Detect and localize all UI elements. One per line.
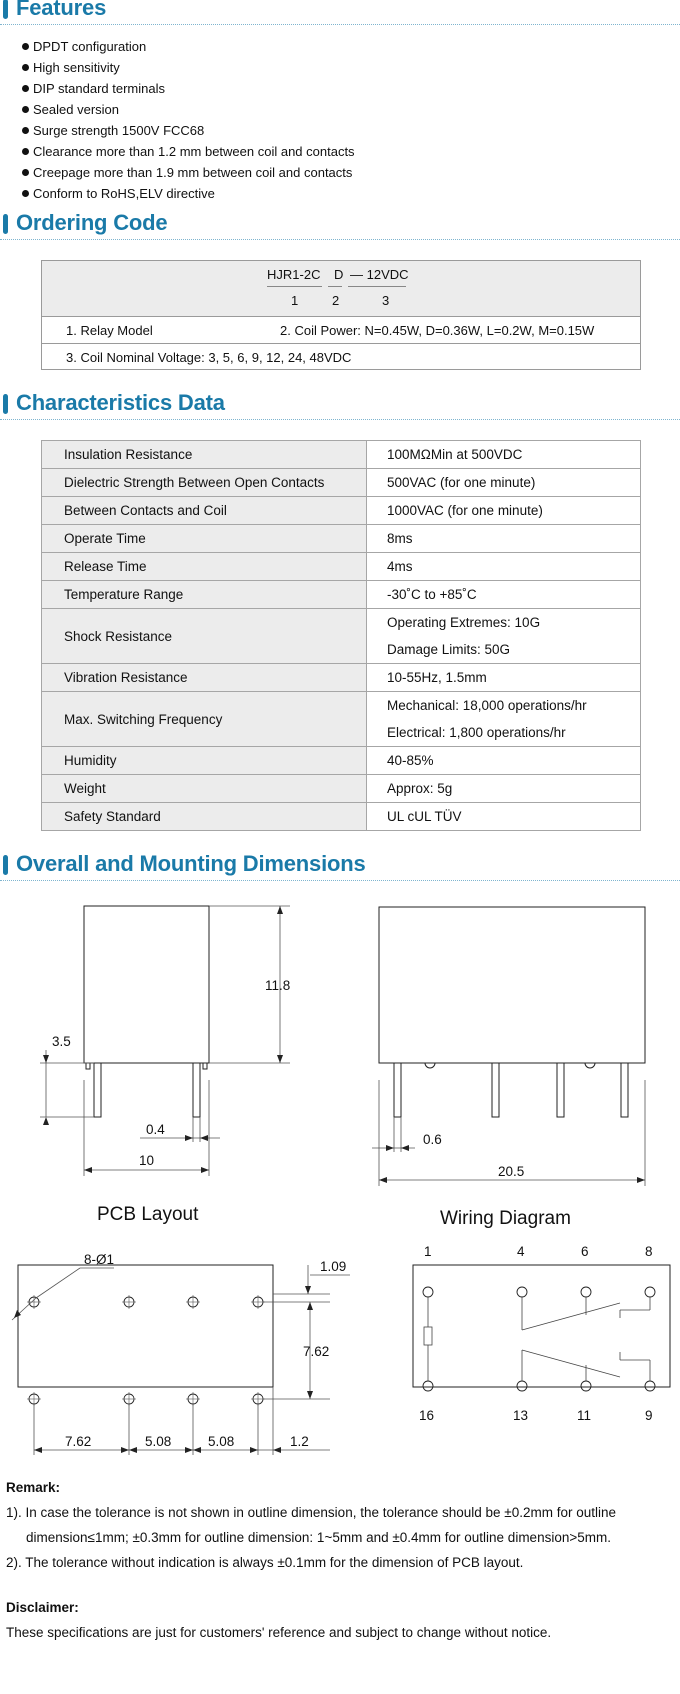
- dim-label: 1.2: [290, 1434, 309, 1449]
- dim-label: 10: [139, 1153, 155, 1168]
- ordering-row: [42, 344, 640, 371]
- char-value: 500VAC (for one minute): [387, 475, 536, 490]
- table-row: [42, 775, 641, 803]
- char-key: Temperature Range: [42, 581, 367, 609]
- front-view-notch: [585, 1063, 595, 1068]
- char-value: Mechanical: 18,000 operations/hr: [387, 698, 587, 713]
- feature-item: Conform to RoHS,ELV directive: [22, 184, 355, 205]
- side-view-body: [84, 906, 209, 1063]
- char-key: Max. Switching Frequency: [42, 692, 367, 747]
- front-view-notch: [425, 1063, 435, 1068]
- table-row: [42, 747, 641, 775]
- char-value: 40-85%: [387, 753, 434, 768]
- pcb-crosshairs: [27, 1295, 265, 1406]
- char-value: Damage Limits: 50G: [387, 642, 511, 657]
- table-row: [42, 803, 641, 831]
- remark-line: dimension≤1mm; ±0.3mm for outline dimension: 1~5mm and ±0.4mm for outline dimension>5mm.: [26, 1530, 611, 1545]
- dim-label: 3.5: [52, 1034, 71, 1049]
- table-row: [42, 581, 641, 609]
- dim-label: 8-Ø1: [84, 1252, 115, 1267]
- pcb-layout-title: PCB Layout: [97, 1204, 199, 1225]
- char-value: Approx: 5g: [387, 781, 453, 796]
- char-value: 8ms: [387, 531, 413, 546]
- pin-label: 1: [424, 1244, 432, 1259]
- features-header: [0, 0, 680, 25]
- ordering-code-box: [41, 260, 641, 370]
- section-bar-icon: [3, 0, 8, 19]
- wiring-lines: [424, 1297, 650, 1381]
- characteristics-table: [41, 440, 641, 831]
- code-model: HJR1-2C: [267, 267, 321, 282]
- disclaimer-text: These specifications are just for customers' reference and subject to change without notice.: [6, 1625, 552, 1640]
- section-bar-icon: [3, 214, 8, 234]
- char-value: Operating Extremes: 10G: [387, 615, 541, 630]
- pin-label: 11: [577, 1408, 592, 1423]
- coil-voltage-label: 3. Coil Nominal Voltage: 3, 5, 6, 9, 12, 24, 48VDC: [66, 350, 352, 365]
- code-index: 2: [332, 293, 340, 308]
- front-view-pin: [492, 1063, 499, 1117]
- wiring-terminals: [423, 1287, 655, 1391]
- table-row: [42, 553, 641, 581]
- feature-item: Surge strength 1500V FCC68: [22, 121, 355, 142]
- dim-leader: [36, 1268, 80, 1298]
- feature-item: Clearance more than 1.2 mm between coil and contacts: [22, 142, 355, 163]
- char-value: UL cUL TÜV: [387, 809, 462, 824]
- feature-item: Creepage more than 1.9 mm between coil and contacts: [22, 163, 355, 184]
- features-list: [22, 37, 355, 205]
- dimensions-title: Overall and Mounting Dimensions: [16, 851, 366, 876]
- pcb-outline: [18, 1265, 273, 1387]
- table-row: [42, 525, 641, 553]
- pin-label: 6: [581, 1244, 589, 1259]
- dim-label: 7.62: [303, 1344, 330, 1359]
- code-voltage: — 12VDC: [350, 267, 409, 282]
- features-title: Features: [16, 0, 107, 20]
- code-index: 3: [382, 293, 390, 308]
- char-value: Electrical: 1,800 operations/hr: [387, 725, 566, 740]
- ordering-title: Ordering Code: [16, 210, 168, 235]
- table-row: [42, 469, 641, 497]
- feature-item: DIP standard terminals: [22, 79, 355, 100]
- dim-label: 7.62: [65, 1434, 92, 1449]
- dim-label: 5.08: [208, 1434, 235, 1449]
- remark-title: Remark:: [6, 1480, 61, 1495]
- code-underline: [348, 286, 406, 287]
- ordering-header: [0, 210, 680, 240]
- feature-item: High sensitivity: [22, 58, 355, 79]
- remark-line: 2). The tolerance without indication is always ±0.1mm for the dimension of PCB layout.: [6, 1555, 524, 1570]
- char-value: 100MΩMin at 500VDC: [387, 447, 523, 462]
- dim-label: 11.8: [265, 978, 291, 993]
- dim-label: 0.4: [146, 1122, 165, 1137]
- side-view-pin: [193, 1063, 200, 1117]
- front-view-pin: [621, 1063, 628, 1117]
- coil-power-label: 2. Coil Power: N=0.45W, D=0.36W, L=0.2W, M=0.15W: [280, 323, 595, 338]
- code-index: 1: [291, 293, 299, 308]
- characteristics-header: [0, 390, 680, 420]
- characteristics-title: Characteristics Data: [16, 390, 225, 415]
- code-power: D: [334, 267, 344, 282]
- char-value: 4ms: [387, 559, 413, 574]
- dim-label: 20.5: [498, 1164, 525, 1179]
- disclaimer-title: Disclaimer:: [6, 1600, 79, 1615]
- pcb-holes: [29, 1297, 263, 1404]
- char-value: 1000VAC (for one minute): [387, 503, 543, 518]
- side-view-pin: [94, 1063, 101, 1117]
- pin-label: 9: [645, 1408, 653, 1423]
- remark-line: 1). In case the tolerance is not shown in outline dimension, the tolerance should be ±0.2mm for outline: [6, 1505, 617, 1520]
- dim-arrows: [14, 906, 645, 1453]
- feature-item: Sealed version: [22, 100, 355, 121]
- coil-symbol: [424, 1327, 432, 1345]
- char-key: Humidity: [42, 747, 367, 775]
- dim-label: 5.08: [145, 1434, 172, 1449]
- code-underline: [328, 286, 342, 287]
- pin-label: 8: [645, 1244, 653, 1259]
- wiring-outline: [413, 1265, 670, 1387]
- dimensions-header: [0, 851, 680, 881]
- char-key: Weight: [42, 775, 367, 803]
- char-key: Operate Time: [42, 525, 367, 553]
- table-row: [42, 497, 641, 525]
- char-value: 10-55Hz, 1.5mm: [387, 670, 487, 685]
- char-key: Vibration Resistance: [42, 664, 367, 692]
- char-value: -30˚C to +85˚C: [387, 587, 477, 602]
- relay-model-label: 1. Relay Model: [66, 323, 153, 338]
- ordering-row: [42, 317, 640, 344]
- wiring-diagram-title: Wiring Diagram: [440, 1208, 571, 1229]
- front-view-pin: [557, 1063, 564, 1117]
- pin-label: 13: [513, 1408, 529, 1423]
- pin-label: 16: [419, 1408, 435, 1423]
- front-view-pin: [394, 1063, 401, 1117]
- dimension-drawings: [0, 890, 680, 1470]
- pin-label: 4: [517, 1244, 525, 1259]
- dim-label: 1.09: [320, 1259, 347, 1274]
- char-key: Shock Resistance: [42, 609, 367, 664]
- table-row: [42, 664, 641, 692]
- side-view-foot: [86, 1063, 90, 1069]
- char-key: Insulation Resistance: [42, 441, 367, 469]
- table-row: [42, 609, 641, 664]
- side-view-foot: [203, 1063, 207, 1069]
- table-row: [42, 441, 641, 469]
- feature-item: DPDT configuration: [22, 37, 355, 58]
- char-key: Safety Standard: [42, 803, 367, 831]
- dim-label: 0.6: [423, 1132, 442, 1147]
- table-row: [42, 692, 641, 747]
- code-underline: [267, 286, 322, 287]
- char-key: Between Contacts and Coil: [42, 497, 367, 525]
- section-bar-icon: [3, 855, 8, 875]
- ordering-code-header: [42, 261, 640, 317]
- section-bar-icon: [3, 394, 8, 414]
- char-key: Release Time: [42, 553, 367, 581]
- front-view-body: [379, 907, 645, 1063]
- char-key: Dielectric Strength Between Open Contacts: [42, 469, 367, 497]
